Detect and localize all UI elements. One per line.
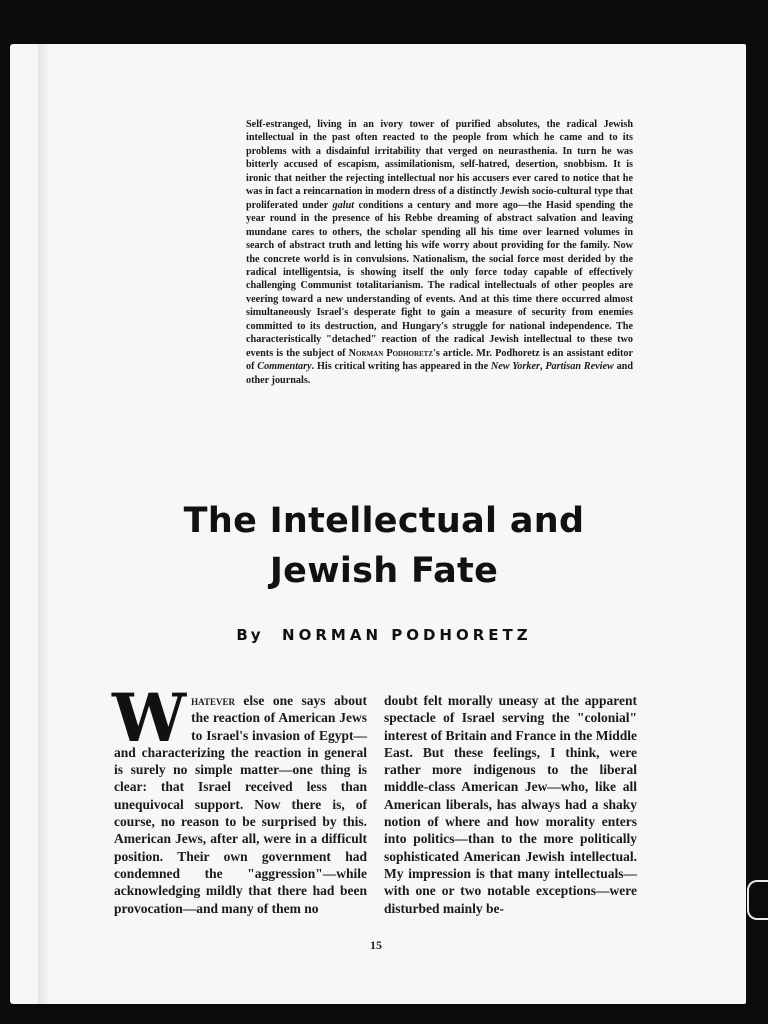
page-number: 15 (370, 938, 382, 952)
editorial-introduction (246, 118, 633, 387)
body-column-left (112, 679, 367, 917)
byline-author: NORMAN PODHORETZ (282, 626, 532, 644)
intro-text-3: 's article. Mr. Podhoretz is an assistant editor of (246, 347, 634, 373)
intro-commentary: Commentary (257, 361, 312, 373)
intro-text-4: . His critical writing has appeared in the (311, 361, 491, 373)
intro-partisan-review: Partisan Review (545, 361, 614, 373)
title-line-1: The Intellectual and (183, 501, 585, 541)
drop-cap: W (112, 679, 187, 757)
body-right-text: doubt felt morally uneasy at the apparent spectacle of Israel serving the "colonial" interest of Britain and France in the Middle East. But these feelings, I think, were rather more indigenous to the liberal middle-class American Jew—who, like all American liberals, has always had a shaky notion of where and how morality enters into politics—than to the more politically sophisticated American Jewish intellectual. My impression is that many intellectuals—with one or two notable exceptions—were disturbed mainly be- (384, 693, 637, 916)
intro-text-2: conditions a century and more ago—the Hasid spending the year round in the presence of his Rebbe dreaming of abstract salvation and leaving mundane cares to others, the scholar spending all his time over learned volumes in search of abstract truth and letting his wife worry about providing for the family. Now the concrete world is in convulsions. Nationalism, the social force most derided by the radical intelligentsia, is showing itself the only force today capable of effectively challenging Communist totalitarianism. The radical intellectuals of other peoples are veering toward a new understanding of events. And at this time there occurred almost simultaneously Israel's desperate fight to gain a measure of security from enemies committed to its destruction, and Hungary's struggle for national independence. The characteristically "detached" reaction of the radical Jewish intellectual to these two events is the subject of (246, 199, 633, 359)
intro-text-1: Self-estranged, living in an ivory tower of purified absolutes, the radical Jewish intellectual in the past often reacted to the people from which he came and to its problems with a disdainful irritability that verged on neurasthenia. In turn he was bitterly accused of escapism, assimilationism, self-hatred, desertion, snobbism. It is ironic that neither the rejecting intellectual nor his accusers ever cared to notice that he was in fact a reincarnation in modern dress of a distinctly Jewish socio-cultural type that proliferated under (246, 119, 633, 211)
page-edge-mark (747, 880, 768, 920)
body-left-text: else one says about the reaction of American Jews to Israel's invasion of Egypt—and characterizing the reaction in general is surely no simple matter—one thing is clear: that Israel received less than unequivocal support. Now there is, of course, no reason to be surprised by this. American Jews, after all, were in a difficult position. Their own government had condemned the "aggression"—while acknowledging mildly that there had been provocation—and many of them no (114, 693, 367, 916)
byline (0, 626, 768, 644)
body-column-right (384, 692, 637, 917)
title-line-2: Jewish Fate (269, 551, 499, 591)
intro-new-yorker: New Yorker (490, 361, 540, 373)
lead-in: hatever (191, 693, 235, 708)
article-title (0, 496, 768, 596)
intro-author-name: Norman Podhoretz (348, 347, 434, 359)
intro-text-5: , (539, 361, 546, 373)
byline-by: By (236, 626, 264, 644)
intro-galut: galut (332, 199, 355, 211)
intro-text-6: and other journals. (246, 361, 633, 386)
